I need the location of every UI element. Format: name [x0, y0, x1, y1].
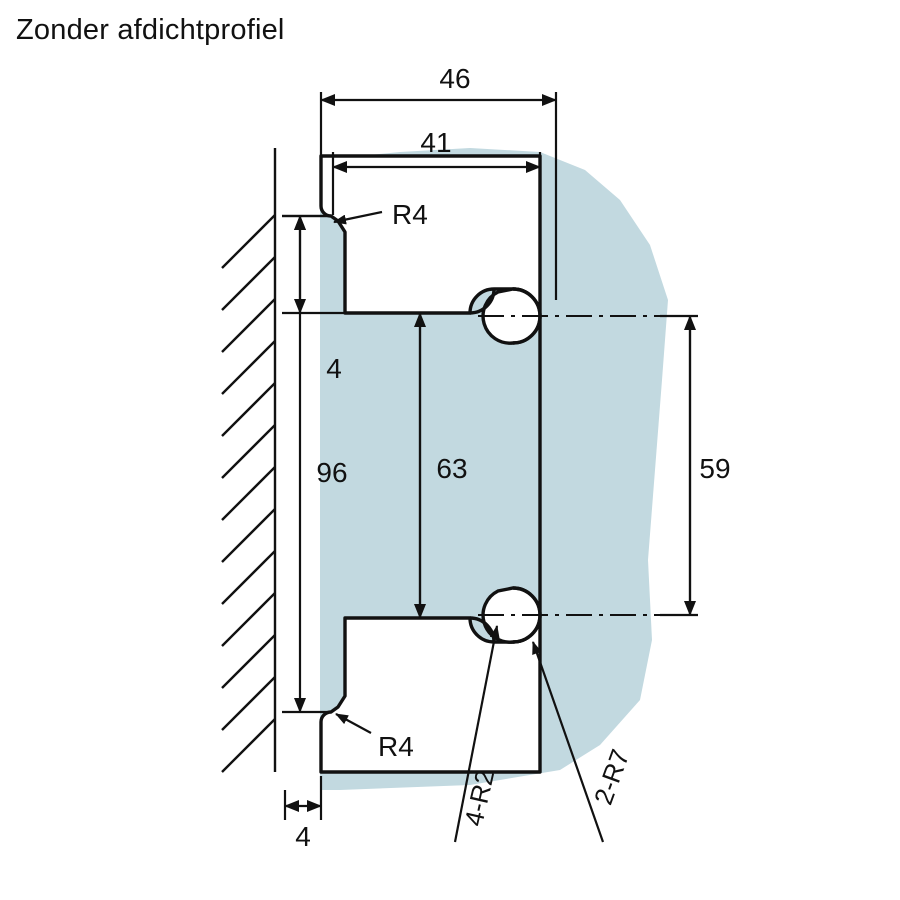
dimension-59 [660, 316, 698, 615]
radius-r4-bottom-label: R4 [378, 731, 414, 762]
radius-2-r7-label: 2-R7 [587, 745, 636, 809]
page-title: Zonder afdichtprofiel [16, 14, 285, 46]
dimension-4-top-label: 4 [326, 353, 342, 384]
dimension-63-label: 63 [436, 453, 468, 484]
dimension-96-label: 96 [316, 457, 348, 488]
dimension-59-label: 59 [699, 453, 731, 484]
dimension-4-bottom [285, 776, 321, 820]
dimension-4-bottom-label: 4 [295, 821, 311, 852]
dimension-41-label: 41 [420, 127, 452, 158]
dimension-46-label: 46 [439, 63, 471, 94]
radius-4-r2-label: 4-R2 [458, 767, 501, 829]
wall-hatching [222, 148, 275, 772]
radius-r4-top-label: R4 [392, 199, 428, 230]
